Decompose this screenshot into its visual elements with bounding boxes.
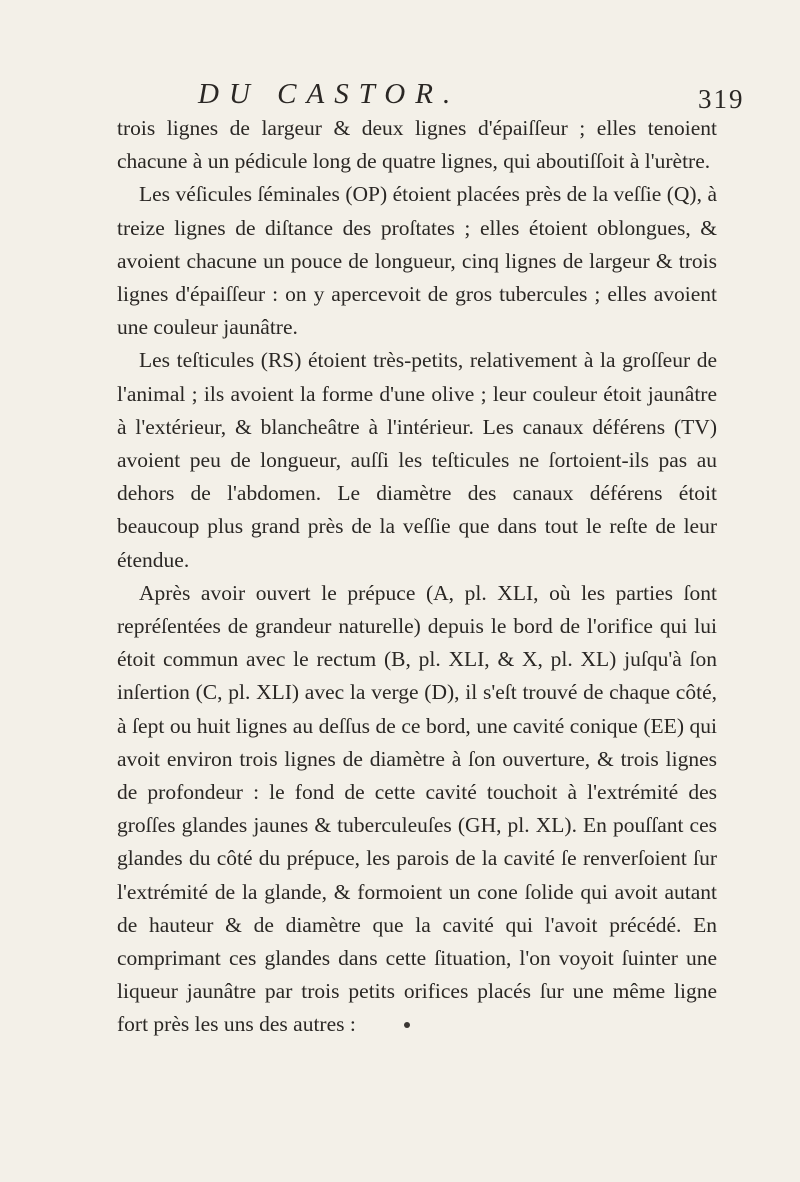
printer-signature-mark [404,1022,410,1028]
paragraph-continuation: trois lignes de largeur & deux lignes d'épaiſſeur ; elles tenoient chacune à un pédicule long de quatre lignes, qui aboutiſſoit à l'urètre. [117,116,717,174]
page-number: 319 [698,84,745,114]
body-text [117,112,717,1042]
running-head-title: DU CASTOR. [198,78,461,110]
paragraph-vesicules: Les véſicules ſéminales (OP) étoient placées près de la veſſie (Q), à treize lignes de diſtance des proſtates ; elles étoient oblongues, & avoient chacune un pouce de longueur, cinq lignes de largeur & trois lignes d'épaiſſeur : on y apercevoit de gros tubercules ; elles avoient une couleur jaunâtre. [117,182,717,340]
paragraph-prepuce: Après avoir ouvert le prépuce (A, pl. XLI, où les parties ſont repréſentées de grandeur naturelle) depuis le bord de l'orifice qui lui étoit commun avec le rectum (B, pl. XLI, & X, pl. XL) juſqu'à ſon inſertion (C, pl. XLI) avec la verge (D), il s'eſt trouvé de chaque côté, à ſept ou huit lignes au deſſus de ce bord, une cavité conique (EE) qui avoit environ trois lignes de diamètre à ſon ouverture, & trois lignes de profondeur : le fond de cette cavité touchoit à l'extrémité des groſſes glandes jaunes & tuberculeuſes (GH, pl. XL). En pouſſant ces glandes du côté du prépuce, les parois de la cavité ſe renverſoient ſur l'extrémité de la glande, & formoient un cone ſolide qui avoit autant de hauteur & de diamètre que la cavité qui l'avoit précédé. En comprimant ces glandes dans cette ſituation, l'on voyoit ſuinter une liqueur jaunâtre par trois petits orifices placés ſur une même ligne fort près les uns des autres : [117,580,717,1037]
paragraph-testicules: Les teſticules (RS) étoient très-petits, relativement à la groſſeur de l'animal ; ils avoient la forme d'une olive ; leur couleur étoit jaunâtre à l'extérieur, & blancheâtre à l'intérieur. Les canaux déférens (TV) avoient peu de longueur, auſſi les teſticules ne ſortoient-ils pas au dehors de l'abdomen. Le diamètre des canaux déférens étoit beaucoup plus grand près de la veſſie que dans tout le reſte de leur étendue. [117,348,717,572]
